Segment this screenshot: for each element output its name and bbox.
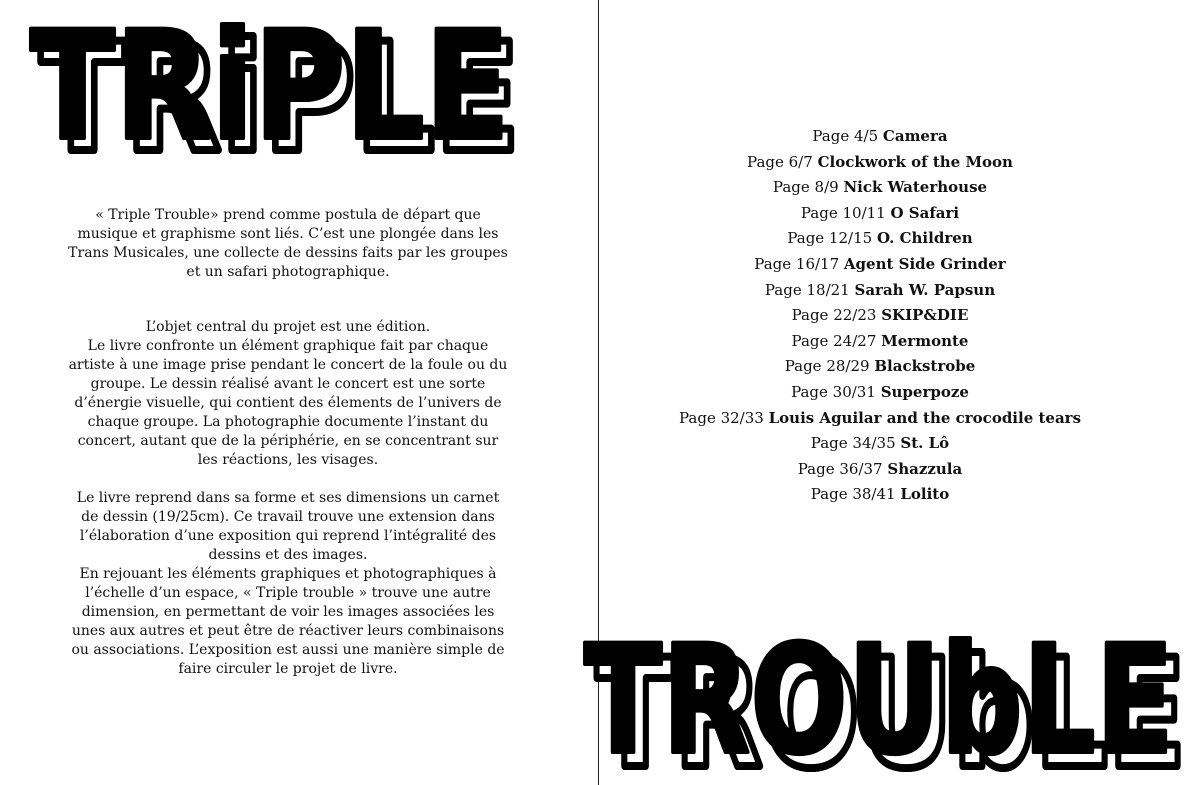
toc-page-range: Page 32/33 — [678, 408, 764, 427]
toc-page-range: Page 6/7 — [747, 152, 813, 171]
toc-artist: Blackstrobe — [874, 357, 976, 376]
intro-paragraph-3: Le livre reprend dans sa forme et ses dimensions un carnet de dessin (19/25cm). Ce travail trouve une extension dans l’élaboration d’une exposition qui reprend l’intégralité des dessins et des images. — [76, 490, 500, 563]
toc-artist: Sarah W. Papsun — [854, 280, 996, 299]
title-trouble-text: TROUbLE — [584, 614, 1174, 772]
toc-item — [640, 201, 1120, 227]
intro-paragraph-2-lead: L’objet central du projet est une édition. — [145, 319, 431, 335]
intro-text — [66, 206, 510, 679]
toc-item — [640, 431, 1120, 457]
toc-artist: Clockwork of the Moon — [817, 152, 1013, 171]
toc-page-range: Page 30/31 — [791, 382, 876, 401]
toc-page-range: Page 4/5 — [812, 127, 879, 145]
toc-item — [640, 150, 1120, 176]
table-of-contents — [640, 124, 1120, 508]
toc-artist: Agent Side Grinder — [843, 254, 1006, 273]
intro-paragraph-2: Le livre confronte un élément graphique fait par chaque artiste à une image prise pendant le concert de la foule ou du groupe. Le dessin réalisé avant le concert est une sorte d’énergie visuelle, qui contient des élements de l’univers de chaque groupe. La photographie documente l’instant du concert, autant que de la périphérie, en se concentrant sur les réactions, les visages. — [68, 338, 508, 468]
toc-artist: O. Children — [876, 229, 973, 248]
toc-artist: Mermonte — [881, 331, 969, 350]
toc-item — [640, 124, 1120, 150]
toc-artist: SKIP&DIE — [881, 306, 969, 325]
toc-item — [640, 457, 1120, 483]
toc-artist: Shazzula — [887, 459, 963, 478]
toc-page-range: Page 8/9 — [772, 178, 839, 197]
toc-item — [640, 329, 1120, 355]
toc-item — [640, 482, 1120, 508]
toc-item — [640, 380, 1120, 406]
toc-artist: Louis Aguilar and the crocodile tears — [768, 408, 1082, 427]
toc-page-range: Page 18/21 — [764, 280, 850, 299]
toc-page-range: Page 36/37 — [797, 459, 883, 478]
title-triple-text: TRiPLE — [30, 14, 510, 164]
toc-item — [640, 354, 1120, 380]
toc-item — [640, 175, 1120, 201]
title-triple-lettering — [18, 14, 538, 164]
toc-page-range: Page 28/29 — [784, 357, 870, 376]
intro-paragraph-4: En rejouant les éléments graphiques et photographiques à l’échelle d’un espace, « Triple trouble » trouve une autre dimension, en permettant de voir les images associées les unes aux autres et peut être de réactiver leurs combinaisons ou associations. L’exposition est aussi une manière simple de faire circuler le projet de livre. — [71, 566, 505, 677]
toc-page-range: Page 22/23 — [791, 306, 877, 325]
toc-artist: Superpoze — [880, 382, 969, 401]
toc-artist: Camera — [882, 127, 948, 145]
toc-artist: St. Lô — [900, 434, 950, 453]
toc-page-range: Page 38/41 — [810, 485, 896, 504]
title-triple-shadow: TRiPLE — [40, 14, 520, 164]
toc-artist: Lolito — [900, 485, 950, 504]
toc-artist: O Safari — [890, 203, 960, 222]
toc-page-range: Page 24/27 — [791, 331, 877, 350]
title-trouble-shadow: TROUbLE — [596, 628, 1186, 772]
toc-page-range: Page 34/35 — [810, 434, 896, 453]
toc-item — [640, 226, 1120, 252]
toc-page-range: Page 10/11 — [800, 203, 886, 222]
toc-item — [640, 278, 1120, 304]
toc-page-range: Page 12/15 — [787, 229, 873, 248]
toc-artist: Nick Waterhouse — [843, 178, 988, 197]
toc-item — [640, 252, 1120, 278]
toc-item — [640, 406, 1120, 432]
intro-paragraph-1: « Triple Trouble» prend comme postula de départ que musique et graphisme sont liés. C’est une plongée dans les Trans Musicales, une collecte de dessins faits par les groupes et un safari photographique. — [68, 207, 508, 280]
toc-page-range: Page 16/17 — [754, 254, 840, 273]
title-trouble-lettering — [572, 612, 1194, 772]
toc-item — [640, 303, 1120, 329]
